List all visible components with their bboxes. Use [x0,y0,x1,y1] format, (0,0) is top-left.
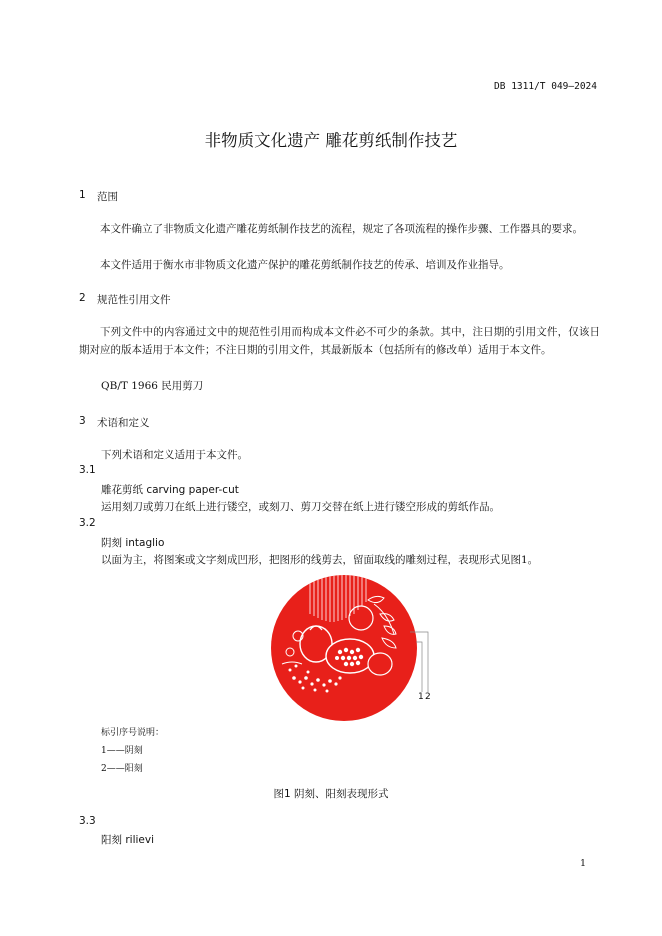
pomegranate-right [368,653,392,675]
section-2-heading: 规范性引用文件 [97,294,171,306]
pomegranate-center [326,639,374,673]
document-title: 非物质文化遗产 雕花剪纸制作技艺 [204,131,458,150]
section-3-heading: 术语和定义 [97,417,150,429]
legend-item-2: 2——阳刻 [101,764,143,774]
papercut-illustration [270,574,440,722]
term-3-2-definition: 以面为主，将图案或文字刻成凹形，把图形的线剪去，留面取线的雕刻过程，表现形式见图1。 [101,554,539,566]
document-number: DB 1311/T 049—2024 [494,81,597,92]
term-3-1-number: 3.1 [79,464,96,476]
term-3-3-number: 3.3 [79,815,96,827]
term-3-2-number: 3.2 [79,517,96,529]
term-3-1-title: 雕花剪纸 carving paper-cut [101,484,239,496]
callout-label-2: 2 [425,692,431,702]
callout-label-1: 1 [418,692,424,702]
section-1-paragraph-1: 本文件确立了非物质文化遗产雕花剪纸制作技艺的流程，规定了各项流程的操作步骤、工作器具的要求。 [100,223,583,235]
section-2-paragraph-1: 下列文件中的内容通过文中的规范性引用而构成本文件必不可少的条款。其中，注日期的引用文件，仅该日期对应的版本适用于本文件；不注日期的引用文件，其最新版本（包括所有的修改单）适用于本文件。 [79,326,600,356]
figure-1-papercut [270,574,440,722]
figure-1-caption: 图1 阴刻、阳刻表现形式 [273,788,389,800]
term-3-3-title: 阳刻 rilievi [101,834,154,846]
section-1-heading: 范围 [97,191,118,203]
legend-item-1: 1——阴刻 [101,746,143,756]
term-3-1-definition: 运用刻刀或剪刀在纸上进行镂空，或刻刀、剪刀交替在纸上进行镂空形成的剪纸作品。 [101,501,500,513]
section-1-paragraph-2: 本文件适用于衡水市非物质文化遗产保护的雕花剪纸制作技艺的传承、培训及作业指导。 [100,259,510,271]
section-1-number: 1 [79,189,86,201]
legend-title: 标引序号说明： [101,728,165,738]
section-2-number: 2 [79,292,86,304]
page-number: 1 [580,858,587,869]
normative-reference: QB/T 1966 民用剪刀 [101,380,204,392]
term-3-2-title: 阴刻 intaglio [101,537,165,549]
section-3-intro: 下列术语和定义适用于本文件。 [101,449,248,461]
section-3-number: 3 [79,415,86,427]
